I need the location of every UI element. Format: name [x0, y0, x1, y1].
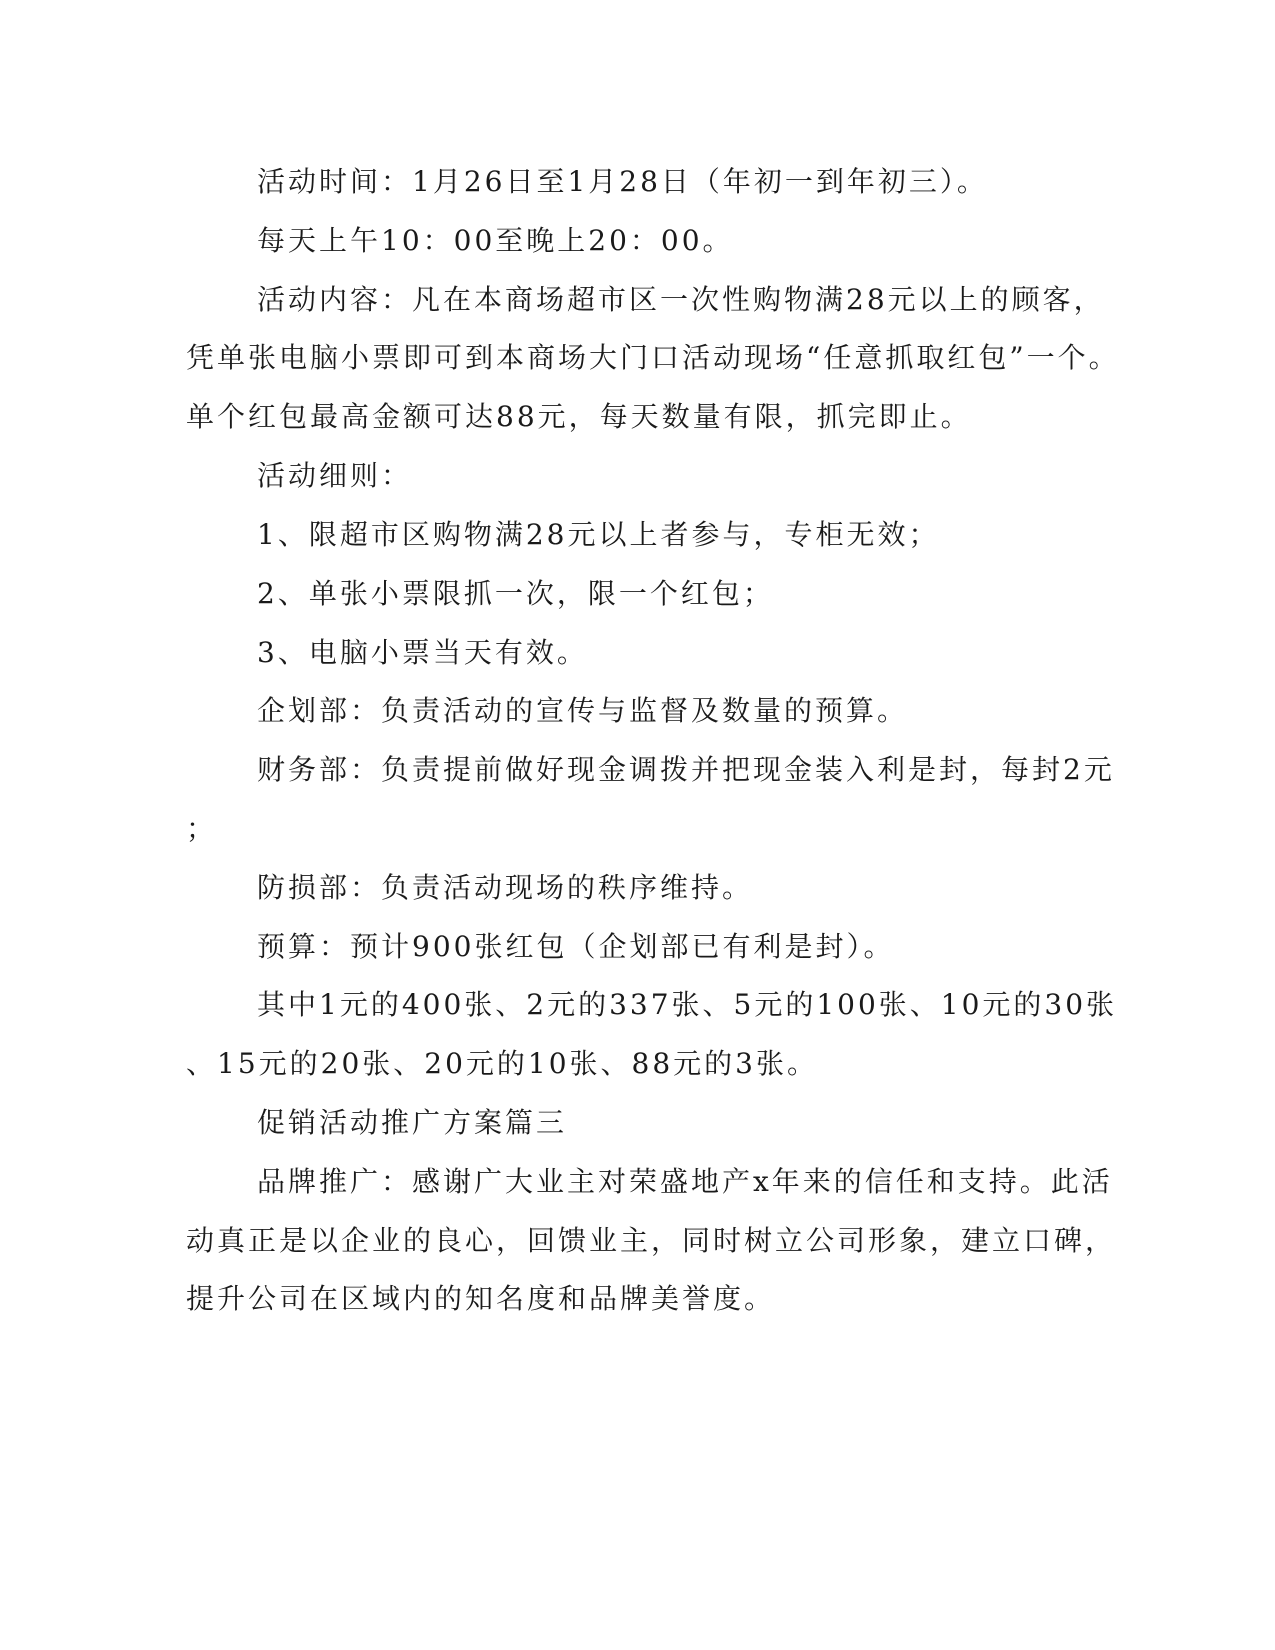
rule-item-1: 1、限超市区购物满28元以上者参与，专柜无效； — [257, 518, 940, 551]
paragraph-activity-content-line-2: 凭单张电脑小票即可到本商场大门口活动现场“任意抓取红包”一个。 — [186, 341, 1120, 374]
paragraph-brand-promotion-line-2: 动真正是以企业的良心，回馈业主，同时树立公司形象，建立口碑， — [186, 1224, 1117, 1257]
rule-item-3: 3、电脑小票当天有效。 — [257, 636, 588, 669]
rule-item-2: 2、单张小票限抓一次，限一个红包； — [257, 577, 774, 610]
paragraph-planning-dept: 企划部：负责活动的宣传与监督及数量的预算。 — [257, 694, 909, 727]
paragraph-brand-promotion-line-3: 提升公司在区域内的知名度和品牌美誉度。 — [186, 1282, 776, 1315]
paragraph-activity-time: 活动时间：1月26日至1月28日（年初一到年初三）。 — [257, 165, 988, 198]
heading-activity-rules: 活动细则： — [257, 459, 413, 492]
paragraph-finance-dept-line-2: ； — [186, 812, 218, 845]
paragraph-budget: 预算：预计900张红包（企划部已有利是封）。 — [257, 930, 895, 963]
paragraph-activity-content-line-3: 单个红包最高金额可达88元，每天数量有限，抓完即止。 — [186, 400, 972, 433]
paragraph-loss-prevention-dept: 防损部：负责活动现场的秩序维持。 — [257, 871, 754, 904]
paragraph-activity-content: 活动内容：凡在本商场超市区一次性购物满28元以上的顾客， — [257, 283, 1105, 316]
paragraph-brand-promotion: 品牌推广：感谢广大业主对荣盛地产x年来的信任和支持。此活 — [257, 1165, 1113, 1198]
section-heading: 促销活动推广方案篇三 — [257, 1106, 568, 1139]
paragraph-finance-dept: 财务部：负责提前做好现金调拨并把现金装入利是封，每封2元 — [257, 753, 1115, 786]
paragraph-daily-hours: 每天上午10：00至晚上20：00。 — [257, 224, 734, 257]
paragraph-budget-breakdown: 其中1元的400张、2元的337张、5元的100张、10元的30张 — [257, 988, 1118, 1021]
paragraph-budget-breakdown-line-2: 、15元的20张、20元的10张、88元的3张。 — [186, 1047, 818, 1080]
